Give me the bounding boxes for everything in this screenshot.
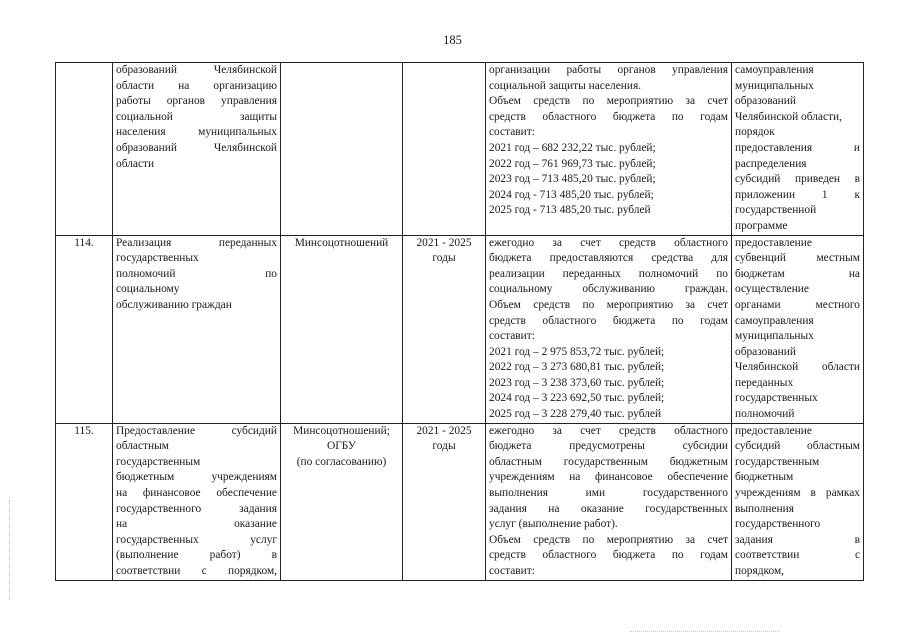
term-cell xyxy=(403,423,486,580)
cell-text-line: государственных xyxy=(116,252,199,265)
table-row xyxy=(56,235,864,423)
cell-text-line: Минсоцотношений xyxy=(294,236,389,249)
cell-text-line: образований xyxy=(735,345,796,358)
table-body xyxy=(56,63,864,581)
cell-text-line: соответствии с порядком, xyxy=(116,565,277,577)
cell-text-line: Объем средств по мероприятию за счет xyxy=(489,533,728,546)
cell-text-line: организации работы органов управления xyxy=(489,64,728,76)
cell-text-line: государственных xyxy=(735,392,818,405)
cell-text-line: средств областного бюджета по годам xyxy=(489,549,728,562)
row-number: 115. xyxy=(74,424,94,437)
cell-text-line: самоуправления xyxy=(735,64,814,76)
cell-text-line: Объем средств по мероприятию за счет xyxy=(489,95,728,108)
cell-text-line: Минсоцотношений; xyxy=(293,424,390,437)
cell-text-line: переданных xyxy=(735,376,794,389)
cell-text-line: соответствии с xyxy=(735,549,860,562)
cell-text-line: субсидий областным xyxy=(735,440,860,453)
cell-text-line: Объем средств по мероприятию за счет xyxy=(489,298,728,311)
cell-text-line: задания в xyxy=(735,533,860,546)
cell-text-line: порядком, xyxy=(735,565,785,577)
cell-text-line: полномочий по xyxy=(116,267,277,280)
cell-text-line: государственного xyxy=(735,518,821,531)
cell-text-line: образований Челябинской xyxy=(116,141,277,154)
executor-cell xyxy=(281,63,403,236)
cell-text-line: 2025 год – 3 228 279,40 тыс. рублей xyxy=(489,408,662,421)
cell-text-line: учреждениям в рамках xyxy=(735,487,860,500)
cell-text-line: учреждениям на финансовое обеспечение xyxy=(489,471,728,484)
cell-text-line: порядок xyxy=(735,126,775,139)
result-cell xyxy=(732,63,864,236)
description-cell xyxy=(486,63,732,236)
measure-name-cell xyxy=(113,63,281,236)
cell-text-line: 2025 год - 713 485,20 тыс. рублей xyxy=(489,204,651,217)
cell-text-line: услуг (выполнение работ). xyxy=(489,518,618,531)
cell-text-line: муниципальных xyxy=(735,79,814,92)
description-cell xyxy=(486,423,732,580)
measures-table xyxy=(55,62,864,581)
cell-text-line: программе xyxy=(735,219,788,232)
cell-text-line: выполнения ими государственного xyxy=(489,487,728,500)
cell-text-line: социальному xyxy=(116,283,180,296)
cell-text-line: предоставления и xyxy=(735,141,860,154)
cell-text-line: годы xyxy=(432,252,456,265)
measure-name-cell xyxy=(113,235,281,423)
cell-text-line: распределения xyxy=(735,157,807,170)
cell-text-line: обслуживанию граждан xyxy=(116,298,232,311)
cell-text-line: государственного задания xyxy=(116,502,277,515)
cell-text-line: полномочий xyxy=(735,408,795,421)
cell-text-line: предоставление xyxy=(735,236,812,249)
cell-text-line: 2021 год – 682 232,22 тыс. рублей; xyxy=(489,141,656,154)
cell-text-line: областным государственным бюджетным xyxy=(489,455,728,468)
cell-text-line: муниципальных xyxy=(735,330,814,343)
cell-text-line: бюджетам на xyxy=(735,267,860,280)
cell-text-line: бюджетным xyxy=(735,471,794,484)
cell-text-line: 2021 год – 2 975 853,72 тыс. рублей; xyxy=(489,345,665,358)
cell-text-line: самоуправления xyxy=(735,314,814,327)
cell-text-line: 2021 - 2025 xyxy=(416,424,472,437)
scan-margin-mark xyxy=(9,500,12,600)
table-row xyxy=(56,63,864,236)
cell-text-line: задания на оказание государственных xyxy=(489,502,728,515)
cell-text-line: составит: xyxy=(489,330,535,343)
result-cell xyxy=(732,423,864,580)
term-cell xyxy=(403,235,486,423)
cell-text-line: Челябинской области xyxy=(735,361,860,374)
cell-text-line: выполнения xyxy=(735,502,794,515)
cell-text-line: области xyxy=(116,157,155,170)
page-number: 185 xyxy=(443,33,462,47)
cell-text-line: ежегодно за счет средств областного xyxy=(489,236,728,249)
measure-name-cell xyxy=(113,423,281,580)
table-row xyxy=(56,423,864,580)
cell-text-line: 2023 год – 3 238 373,60 тыс. рублей; xyxy=(489,376,665,389)
cell-text-line: социальному обслуживанию граждан. xyxy=(489,283,728,296)
cell-text-line: составит: xyxy=(489,126,535,139)
cell-text-line: 2023 год – 713 485,20 тыс. рублей; xyxy=(489,173,656,186)
cell-text-line: ежегодно за счет средств областного xyxy=(489,424,728,437)
cell-text-line: 2022 год – 761 969,73 тыс. рублей; xyxy=(489,157,656,170)
cell-text-line: бюджетным учреждениям xyxy=(116,471,277,484)
cell-text-line: социальной защиты населения. xyxy=(489,79,642,92)
cell-text-line: 2024 год – 3 223 692,50 тыс. рублей; xyxy=(489,392,665,405)
cell-text-line: реализации переданных полномочий по xyxy=(489,267,728,280)
cell-text-line: на финансовое обеспечение xyxy=(116,487,277,500)
cell-text-line: составит: xyxy=(489,565,535,577)
cell-text-line: государственным xyxy=(735,455,820,468)
scan-bottom-mark xyxy=(630,631,780,633)
cell-text-line: субвенций местным xyxy=(735,252,860,265)
cell-text-line: области на организацию xyxy=(116,79,277,92)
cell-text-line: работы органов управления xyxy=(116,95,277,108)
cell-text-line: социальной защиты xyxy=(116,110,277,123)
cell-text-line: осуществление xyxy=(735,283,809,296)
cell-text-line: субсидий приведен в xyxy=(735,173,860,186)
cell-text-line: 2024 год - 713 485,20 тыс. рублей; xyxy=(489,188,654,201)
cell-text-line: государственным xyxy=(116,455,201,468)
cell-text-line: на оказание xyxy=(116,518,277,531)
cell-text-line: населения муниципальных xyxy=(116,126,277,139)
cell-text-line: Предоставление субсидий xyxy=(116,424,277,437)
cell-text-line: органами местного xyxy=(735,298,860,311)
cell-text-line: (выполнение работ) в xyxy=(116,549,277,562)
cell-text-line: государственной xyxy=(735,204,817,217)
cell-text-line: Челябинской области, xyxy=(735,110,842,123)
cell-text-line: приложении 1 к xyxy=(735,188,860,201)
cell-text-line: средств областного бюджета по годам xyxy=(489,314,728,327)
result-cell xyxy=(732,235,864,423)
term-cell xyxy=(403,63,486,236)
cell-text-line: бюджета предусмотрены субсидии xyxy=(489,440,728,453)
executor-cell xyxy=(281,423,403,580)
cell-text-line: Реализация переданных xyxy=(116,236,277,249)
cell-text-line: областным xyxy=(116,440,169,453)
cell-text-line: годы xyxy=(432,440,456,453)
executor-cell xyxy=(281,235,403,423)
row-number: 114. xyxy=(74,236,94,249)
cell-text-line: (по согласованию) xyxy=(296,455,387,468)
cell-text-line: бюджета предоставляются средства для xyxy=(489,252,728,265)
cell-text-line: средств областного бюджета по годам xyxy=(489,110,728,123)
cell-text-line: государственных услуг xyxy=(116,533,277,546)
row-number-cell xyxy=(56,235,113,423)
row-number-cell xyxy=(56,63,113,236)
cell-text-line: 2022 год – 3 273 680,81 тыс. рублей; xyxy=(489,361,665,374)
cell-text-line: образований Челябинской xyxy=(116,64,277,76)
cell-text-line: образований xyxy=(735,95,796,108)
description-cell xyxy=(486,235,732,423)
row-number-cell xyxy=(56,423,113,580)
cell-text-line: ОГБУ xyxy=(326,440,357,453)
cell-text-line: 2021 - 2025 xyxy=(416,236,472,249)
cell-text-line: предоставление xyxy=(735,424,812,437)
